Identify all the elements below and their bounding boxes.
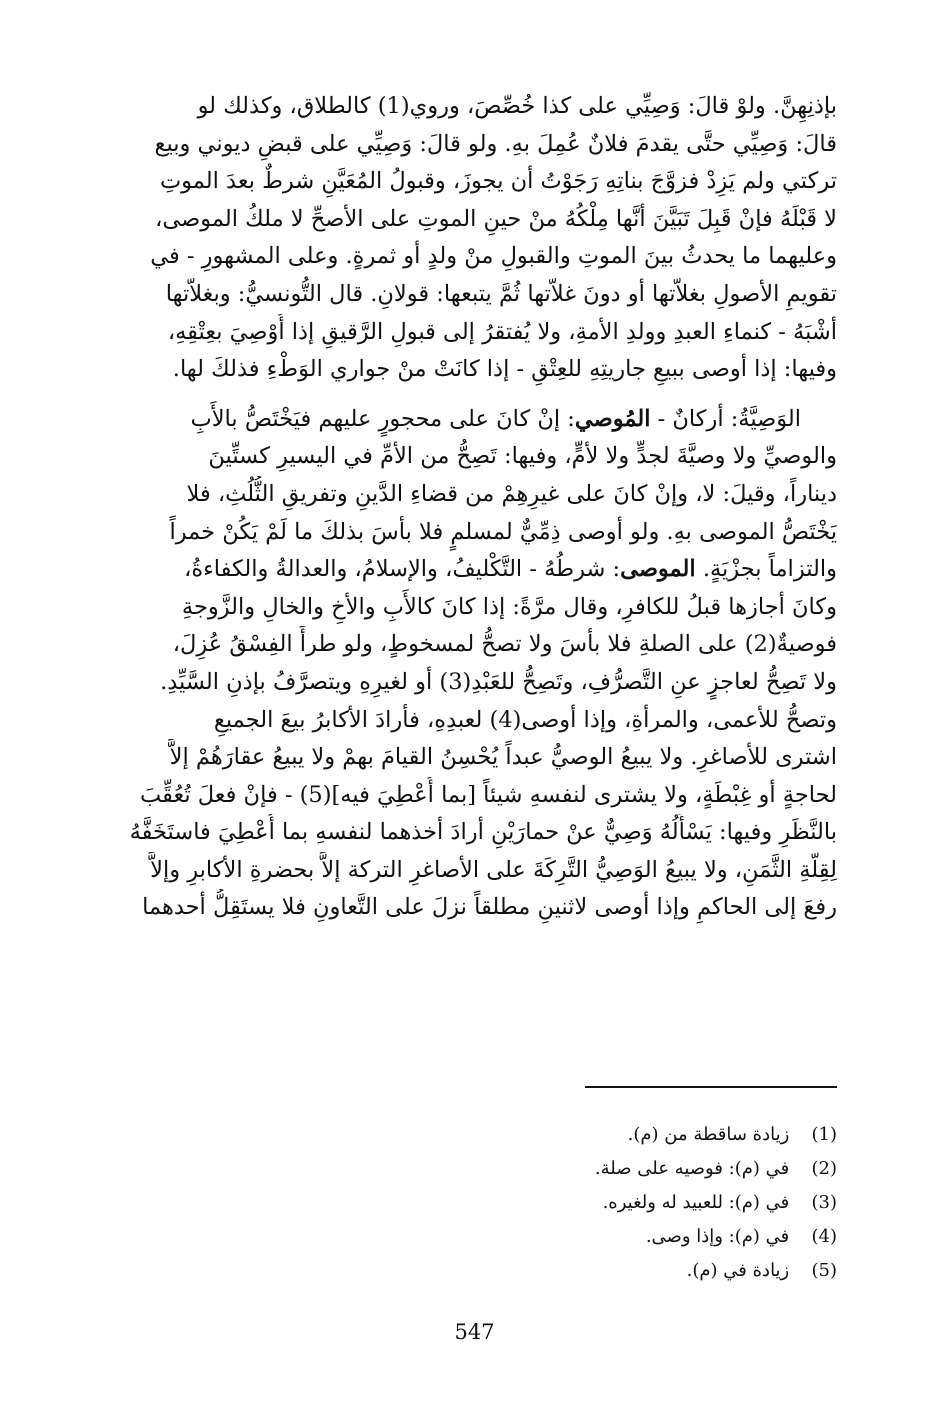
text-line: والوصيِّ ولا وصيَّةَ لجدٍّ ولا لأمٍّ، وفيها: تَصِحُّ من الأمِّ في اليسيرِ كستِّينَ [208, 443, 837, 470]
text-line: وفيها: إذا أوصى ببيعِ جاريتِهِ للعِتْقِ - إذا كانَتْ منْ جواري الوَطْءِ فذلكَ لها. [172, 356, 837, 383]
footnote [237, 1186, 837, 1220]
bold-term: الموصى [620, 556, 696, 583]
footnote [237, 1220, 837, 1254]
page-number: 547 [454, 1320, 495, 1344]
text-line: الوَصِيَّةُ: أركانٌ - المُوصي: إنْ كانَ على محجورٍ عليهم فيَخْتَصُّ بالأَبِ [190, 405, 801, 432]
footnote [237, 1118, 837, 1152]
text-line: لا قَبْلَهُ فإنْ قَبِلَ تَبَيَّنَ أنَّها مِلْكُهُ منْ حينِ الموتِ على الأصحِّ لا ملكُ الموصى، [155, 205, 837, 232]
text-line: يَخْتَصُّ الموصى بهِ. ولو أوصى ذِمِّيٌّ لمسلمٍ فلا بأسَ بذلكَ ما لَمْ يَكُنْ خمراً [169, 518, 837, 545]
paragraph-2 [105, 401, 837, 927]
text-line: ديناراً، وقيلَ: لا، وإنْ كانَ على غيرِهِمْ من قضاءِ الدَّينِ وتفريقِ الثُّلُثِ، فلا [186, 480, 837, 507]
footnotes [237, 1118, 837, 1288]
bold-term: المُوصي [574, 405, 651, 432]
text-line: لحاجةٍ أو غِبْطَةٍ، ولا يشترى لنفسهِ شيئاً [بما أُعْطِيَ فيه](5) - فإنْ فعلَ تُعُقِّبَ [140, 781, 837, 808]
text-line: ولا تَصِحُّ لعاجزٍ عنِ التَّصرُّفِ، وتَصِحُّ للعَبْدِ(3) أو لغيرِهِ ويتصرَّفُ بإذنِ السَّيِّدِ. [160, 668, 837, 695]
text-line: أشْبَهُ - كنماءِ العبدِ وولدِ الأمةِ، ولا يُفتقرُ إلى قبولِ الرَّقيقِ إذا أُوْصِيَ بعِتْقِهِ، [167, 318, 837, 345]
footnote [237, 1254, 837, 1288]
text-line: وعليهما ما يحدثُ بينَ الموتِ والقبولِ منْ ولدٍ أو ثمرةٍ. وعلى المشهورِ - في [150, 243, 837, 270]
text-line: لِقِلَّةِ الثَّمَنِ، ولا يبيعُ الوَصِيُّ التَّرِكَةَ على الأصاغرِ التركة إلاَّ بحضرةِ الأكابرِ وإلاَّ [150, 856, 837, 883]
footnote-divider [585, 1086, 837, 1088]
text-line: اشترى للأصاغرِ. ولا يبيعُ الوصيُّ عبداً يُحْسِنُ القيامَ بهمْ ولا يبيعُ عقارَهُمْ إلاَّ [169, 744, 837, 771]
text-line: رفعَ إلى الحاكمِ وإذا أوصى لاثنينِ مطلقاً نزلَ على التَّعاونِ فلا يستَقِلُّ أحدهما [142, 894, 837, 921]
text-line: تركتي ولم يَزِدْ فزوَّجَ بناتِهِ رَجَوْتُ أن يجوزَ، وقبولُ المُعَيَّنِ شرطٌ بعدَ الموتِ [159, 168, 837, 195]
footnote-number: (4) [811, 1226, 837, 1247]
footnote-text: في (م): وإذا وصى. [645, 1226, 790, 1247]
footnote-number: (3) [811, 1192, 837, 1213]
footnote-text: زيادة ساقطة من (م). [627, 1124, 790, 1145]
footnote-number: (1) [811, 1124, 837, 1145]
page-body [105, 88, 837, 927]
text-line: والتزاماً بجزْيَةٍ. الموصى: شرطُهُ - التَّكْليفُ، والإسلامُ، والعدالةُ والكفاءةُ، [184, 556, 837, 583]
footnote-number: (5) [811, 1260, 837, 1281]
text-line: وتصحُّ للأعمى، والمرأةِ، وإذا أوصى(4) لعبدِهِ، فأرادَ الأكابرُ بيعَ الجميعِ [213, 706, 837, 733]
footnote-number: (2) [811, 1158, 837, 1179]
text-line: قالَ: وَصِيِّي حتَّى يقدمَ فلانٌ عُمِلَ بهِ. ولو قالَ: وَصِيِّي على قبضِ ديوني وبيع [154, 130, 837, 157]
paragraph-1 [105, 88, 837, 389]
text-line: بالنَّظَرِ وفيها: يَسْأَلُهُ وَصِيٌّ عنْ حمارَيْنِ أرادَ أخذهما لنفسهِ بما أُعْطِيَ فاستَخَفَّهُ [129, 819, 837, 846]
text-line: وكانَ أجازها قبلُ للكافرِ، وقال مرَّةً: إذا كانَ كالأَبِ والأخِ والخالِ والزَّوجةِ [181, 593, 837, 620]
text-line: بإذنِهِنَّ. ولوْ قالَ: وَصِيِّي على كذا خُصِّصَ، وروي(1) كالطلاق، وكذلك لو [197, 93, 837, 119]
footnote-text: زيادة في (م). [686, 1260, 790, 1281]
text-line: تقويمِ الأصولِ بغلاّتها أو دونَ غلاّتها ثُمَّ يتبعها: قولانِ. قال التُّونسيُّ: وبغلاّتها [165, 280, 837, 307]
text-line: فوصيةٌ(2) على الصلةِ فلا بأسَ ولا تصحُّ لمسخوطٍ، ولو طرأَ الفِسْقُ عُزِلَ، [172, 631, 837, 658]
footnote-text: في (م): فوصيه على صلة. [594, 1158, 790, 1179]
footnote [237, 1152, 837, 1186]
footnote-text: في (م): للعبيد له ولغيره. [602, 1192, 790, 1213]
